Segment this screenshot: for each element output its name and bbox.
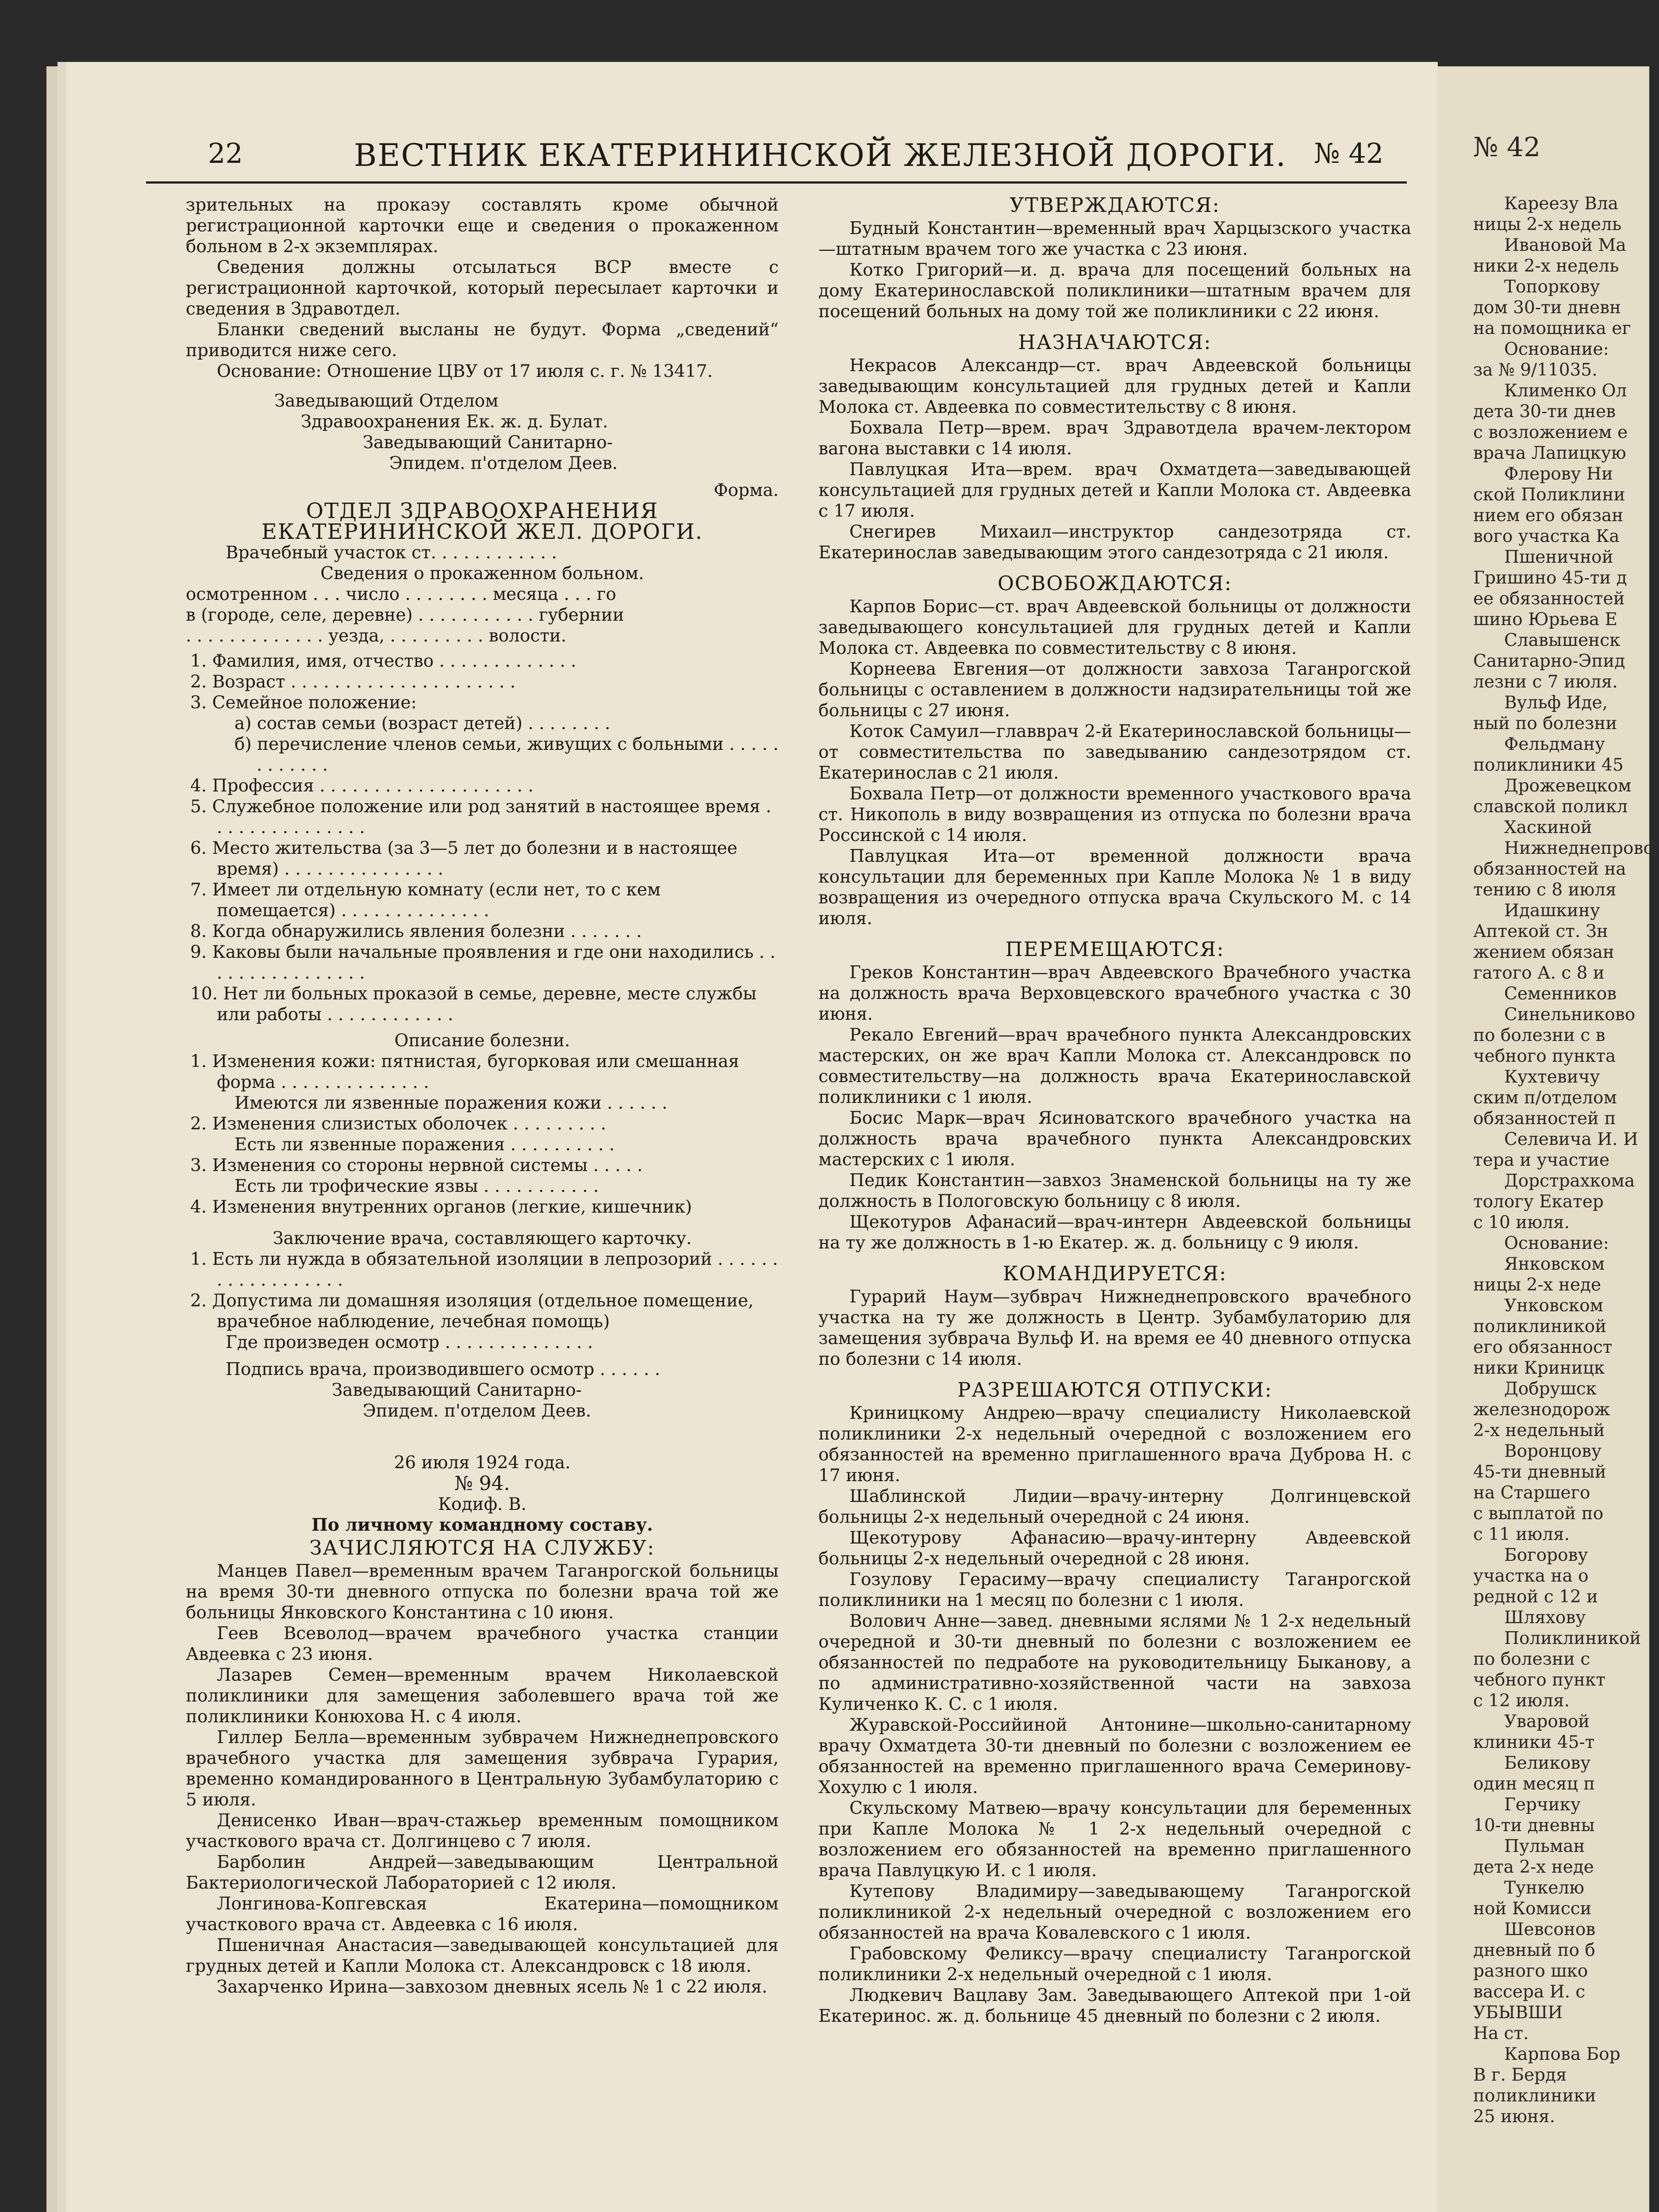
form-subitem: б) перечисление членов семьи, живущих с больными . . . . . . . . . . . . (234, 734, 779, 775)
form-item: 2. Допустима ли домашняя изоляция (отдельное помещение, врачебное наблюдение, лечебная помощь) (190, 1291, 754, 1332)
paragraph: Волович Анне—завед. дневными яслями № 1 2-х недельный очередной и 30-ти дневный по болезни с возложением ее обязанностей по педработе на руководительницу Быканову, а по административно-хозяйственной части на завхоза Куличенко К. С. с 1 июля. (818, 1611, 1411, 1714)
paragraph: Карпов Борис—ст. врач Авдеевской больницы от должности заведывающего консультацией для грудных детей и Капли Молока ст. Авдеевка по совместительству с 8 июня. (818, 597, 1411, 658)
signature-line: Здравоохранения Ек. ж. д. Булат. (301, 412, 608, 432)
paragraph: Гурарий Наум—зубврач Нижнеднепровского врачебного участка на ту же должность в Центр. Зубамбулаторию для замещения зубврача Вульф И. на время ее 40 дневного отпуска по болезни с 14 июля. (818, 1287, 1411, 1369)
adjacent-page-text (1473, 132, 1659, 2127)
adjacent-line: с 10 июля. (1473, 1213, 1570, 1233)
adjacent-line: Пшеничной (1504, 547, 1613, 567)
codification: Кодиф. В. (438, 1494, 527, 1514)
paragraph: Павлуцкая Ита—от временной должности врача консультации для беременных при Капле Молока № 1 в виду возвращения из очередного отпуска врача Скульского М. с 14 июля. (818, 846, 1411, 929)
adjacent-line: Дрожевецком (1504, 776, 1632, 796)
adjacent-line: 25 июня. (1473, 2107, 1555, 2127)
adjacent-line: чебного пункта (1473, 1046, 1616, 1066)
adjacent-line: с 12 июля. (1473, 1691, 1570, 1711)
paragraph: Снегирев Михаил—инструктор сандезотряда ст. Екатеринослав заведывающим этого сандезотряда с 21 июля. (818, 522, 1411, 563)
adjacent-line: Нижнеднепровс (1504, 838, 1653, 858)
adjacent-line: Унковском (1504, 1296, 1604, 1316)
adjacent-line: жением обязан (1473, 942, 1614, 962)
paragraph: Пшеничная Анастасия—заведывающей консультацией для грудных детей и Капли Молока ст. Александровск с 18 июля. (186, 1936, 779, 1976)
form-line: осмотренном . . . число . . . . . . . . месяца . . . го (186, 584, 616, 604)
adjacent-line: Янковском (1504, 1254, 1605, 1274)
adjacent-line: Тункелю (1504, 1878, 1585, 1898)
paragraph: Денисенко Иван—врач-стажьер временным помощником участкового врача ст. Долгинцево с 7 июля. (186, 1811, 779, 1851)
paragraph: Будный Константин—временный врач Харцызского участка—штатным врачем того же участка с 23 июня. (818, 219, 1411, 259)
adjacent-line: Добрушск (1504, 1379, 1597, 1399)
issue-number: № 42 (1314, 137, 1384, 169)
adjacent-line: поликлиники 45 (1473, 755, 1624, 775)
adjacent-line: УБЫВШИ (1473, 2003, 1563, 2023)
adjacent-line: 10-ти дневны (1473, 1816, 1595, 1836)
adjacent-line: дета 2-х неде (1473, 1857, 1594, 1877)
paragraph: Бохвала Петр—врем. врач Здравотдела врачем-лектором вагона выставки с 14 июля. (818, 418, 1411, 459)
form-line: Врачебный участок ст. . . . . . . . . . . . (226, 543, 557, 563)
adjacent-line: 2-х недельный (1473, 1421, 1605, 1440)
adjacent-line: на помощника ег (1473, 319, 1631, 338)
adjacent-line: тера и участие (1473, 1150, 1610, 1170)
adjacent-line: Селевича И. И (1504, 1129, 1638, 1149)
form-subitem: Есть ли трофические язвы . . . . . . . . . . . (234, 1176, 599, 1196)
adjacent-line: Синельниково (1504, 1005, 1636, 1025)
signature-line: Эпидем. п'отделом Деев. (363, 1401, 591, 1421)
form-item: 2. Изменения слизистых оболочек . . . . . . . . . (190, 1114, 607, 1134)
adjacent-line: Воронцову (1504, 1441, 1602, 1461)
signature-line: Эпидем. п'отделом Деев. (389, 453, 618, 473)
paragraph: Кутепову Владимиру—заведывающему Таганрогской поликлиникой 2-х недельный очередной с возложением его обязанностей на врача Ковалевского с 1 июля. (818, 1882, 1411, 1943)
form-subitem: а) состав семьи (возраст детей) . . . . . . . . (234, 714, 611, 733)
adjacent-line: врача Лапицкую (1473, 443, 1626, 463)
adjacent-line: дневный по б (1473, 1940, 1595, 1960)
signature-line: Заведывающий Санитарно- (332, 1380, 582, 1400)
adjacent-line: Основание: (1504, 339, 1609, 359)
form-label: Форма. (714, 480, 779, 500)
paragraph: Павлуцкая Ита—врем. врач Охматдета—заведывающей консультацией для грудных детей и Капли Молока ст. Авдеевка с 17 июля. (818, 460, 1411, 521)
adjacent-line: Шевсонов (1504, 1920, 1596, 1939)
paragraph: Босис Марк—врач Ясиноватского врачебного участка на должность врача врачебного пункта Александровских мастерских с 1 июля. (818, 1108, 1411, 1170)
adjacent-line: поликлиникой (1473, 1317, 1607, 1336)
page-number: 22 (208, 137, 243, 169)
section-title: УТВЕРЖДАЮТСЯ: (1010, 193, 1220, 217)
form-item: 8. Когда обнаружились явления болезни . . . . . . . (190, 922, 642, 941)
paragraph: Грабовскому Феликсу—врачу специалисту Таганрогской поликлиники 2-х недельный очередной с 1 июля. (818, 1944, 1411, 1985)
paragraph: Лазарев Семен—временным врачем Николаевской поликлиники для замещения заболевшего врача той же поликлиники Конюхова Н. с 4 июля. (186, 1665, 779, 1727)
paragraph: Рекало Евгений—врач врачебного пункта Александровских мастерских, он же врач Капли Молока ст. Александровск по совместительству—на должность врача Екатеринославской поликлиники с 1 июля. (818, 1025, 1411, 1107)
form-item: 4. Профессия . . . . . . . . . . . . . . . . . . . . (190, 776, 534, 796)
adjacent-line: На ст. (1473, 2024, 1529, 2043)
form-line: в (городе, селе, деревне) . . . . . . . . . . . губернии (186, 605, 624, 625)
adjacent-line: по болезни с в (1473, 1025, 1605, 1045)
paragraph: Гозулову Герасиму—врачу специалисту Таганрогской поликлиники на 1 месяц по болезни с 1 июля. (818, 1570, 1411, 1610)
paragraph: Щекотуров Афанасий—врач-интерн Авдеевской больницы на ту же должность в 1-ю Екатер. ж. д. больницу с 9 июля. (818, 1212, 1411, 1253)
adjacent-line: ским п/отделом (1473, 1088, 1617, 1108)
adjacent-line: Шляхову (1504, 1608, 1586, 1628)
signature-line: Заведывающий Отделом (274, 391, 499, 411)
adjacent-line: разного шко (1473, 1961, 1588, 1981)
form-item: 6. Место жительства (за 3—5 лет до болезни и в настоящее время) . . . . . . . . . . . . . . . (190, 838, 737, 879)
paragraph: Бланки сведений высланы не будут. Форма „сведений“ приводится ниже сего. (186, 320, 779, 361)
adjacent-line: Кухтевичу (1504, 1067, 1600, 1087)
adjacent-line: ской Поликлини (1473, 485, 1625, 505)
paragraph: Манцев Павел—временным врачем Таганрогской больницы на время 30-ти дневного отпуска по болезни врача той же больницы Янковского Константина с 10 июня. (186, 1561, 779, 1623)
adjacent-line: Основание: (1504, 1233, 1609, 1253)
adjacent-line: Уваровой (1504, 1712, 1590, 1732)
form-line: Подпись врача, производившего осмотр . . . . . . (226, 1359, 661, 1379)
form-item: 3. Семейное положение: (190, 693, 417, 713)
adjacent-line: Герчику (1504, 1795, 1581, 1815)
adjacent-line: лезни с 7 июля. (1473, 672, 1618, 692)
paragraph: Коток Самуил—главврач 2-й Екатеринославской больницы—от совместительства по заведыванию сандезотрядом ст. Екатеринослав с 21 июля. (818, 722, 1411, 783)
adjacent-line: Семенников (1504, 984, 1617, 1004)
adjacent-line: 45-ти дневный (1473, 1462, 1606, 1482)
paragraph: Некрасов Александр—ст. врач Авдеевской больницы заведывающим консультацией для грудных детей и Капли Молока ст. Авдеевка по совместительству с 8 июня. (818, 356, 1411, 417)
paragraph: Журавской-Российиной Антонине—школьно-санитарному врачу Охматдета 30-ти дневный по болезни с возложением ее обязанностей на временно приглашенного врача Семеринову-Хохулю с 1 июля. (818, 1715, 1411, 1797)
paragraph: Захарченко Ирина—завхозом дневных ясель № 1 с 22 июля. (217, 1977, 768, 1997)
adjacent-line: Клименко Ол (1504, 381, 1627, 401)
adjacent-line: Богорову (1504, 1545, 1588, 1565)
adjacent-line: ники Криницк (1473, 1358, 1605, 1378)
section-title: ОСВОБОЖДАЮТСЯ: (997, 572, 1233, 595)
section-title: ЗАЧИСЛЯЮТСЯ НА СЛУЖБУ: (309, 1536, 655, 1559)
paragraph: Геев Всеволод—врачем врачебного участка станции Авдеевка с 23 июня. (186, 1624, 779, 1664)
paragraph: Гиллер Белла—временным зубврачем Нижнеднепровского врачебного участка для замещения зубврача Гурария, временно командированного в Центральную Зубамбулаторию с 5 июля. (186, 1728, 779, 1810)
adjacent-line: тению с 8 июля (1473, 880, 1617, 900)
form-item: 3. Изменения со стороны нервной системы . . . . . (190, 1156, 643, 1175)
form-line: Сведения о прокаженном больном. (320, 564, 644, 584)
adjacent-line: Поликлиникой (1504, 1628, 1641, 1648)
adjacent-line: за № 9/11035. (1473, 360, 1598, 380)
form-subitem: Имеются ли язвенные поражения кожи . . . . . . (234, 1093, 668, 1113)
adjacent-line: Карпова Бор (1504, 2044, 1621, 2064)
adjacent-line: один месяц п (1473, 1774, 1595, 1794)
adjacent-line: Дорстрахкома (1504, 1171, 1635, 1191)
adjacent-line: тологу Екатер (1473, 1192, 1604, 1212)
paragraph: Шаблинской Лидии—врачу-интерну Долгинцевской больницы 2-х недельный очередной с 24 июня. (818, 1486, 1411, 1527)
adjacent-line: обязанностей на (1473, 859, 1626, 879)
adjacent-line: дета 30-ти днев (1473, 402, 1616, 422)
adjacent-line: клиники 45-т (1473, 1732, 1595, 1752)
form-line: Где произведен осмотр . . . . . . . . . . . . . . (226, 1333, 593, 1352)
adjacent-line: ницы 2-х неде (1473, 1275, 1601, 1295)
section-title: По личному командному составу. (311, 1515, 653, 1535)
newspaper-title: ВЕСТНИК ЕКАТЕРИНИНСКОЙ ЖЕЛЕЗНОЙ ДОРОГИ. (354, 137, 1287, 173)
adjacent-line: поликлиники (1473, 2086, 1596, 2106)
adjacent-line: железнодорож (1473, 1400, 1610, 1420)
adjacent-line: Ивановой Ма (1504, 235, 1626, 255)
paragraph: Котко Григорий—и. д. врача для посещений больных на дому Екатеринославской поликлиники—штатным врачем для посещений больных на дому той же поликлиники с 22 июня. (818, 260, 1411, 322)
adjacent-line: Топоркову (1504, 277, 1600, 297)
paragraph: зрительных на прокаэу составлять кроме обычной регистрационной карточки еще и сведения о прокаженном больном в 2-х экземплярах. (186, 195, 779, 257)
paragraph: Лонгинова-Копгевская Екатерина—помощником участкового врача ст. Авдеевка с 16 июля. (186, 1894, 779, 1935)
adjacent-line: с выплатой по (1473, 1504, 1604, 1524)
adjacent-lines (1473, 193, 1659, 2127)
left-column (186, 195, 779, 1997)
adjacent-line: Флерову Ни (1504, 464, 1613, 484)
paragraph: Основание: Отношение ЦВУ от 17 июля с. г. № 13417. (217, 361, 713, 381)
adjacent-line: ный по болезни (1473, 714, 1617, 733)
adjacent-line: Идашкину (1504, 901, 1600, 921)
paragraph: Корнеева Евгения—от должности завхоза Таганрогской больницы с оставлением в должности надзирательницы той же больницы с 27 июня. (818, 659, 1411, 721)
paragraph: Криницкому Андрею—врачу специалисту Николаевской поликлиники 2-х недельный очередной с возложением его обязанностей на временно приглашенного врача Дуброва Н. с 17 июня. (818, 1403, 1411, 1486)
form-title: ОТДЕЛ ЗДРАВООХРАНЕНИЯ ЕКАТЕРИНИНСКОЙ ЖЕЛ. ДОРОГИ. (261, 499, 703, 544)
adjacent-line: В г. Бердя (1473, 2065, 1567, 2085)
adjacent-line: обязанностей п (1473, 1109, 1616, 1129)
adjacent-line: участка на о (1473, 1566, 1589, 1586)
adjacent-line: с 11 июля. (1473, 1525, 1570, 1544)
form-item: 9. Каковы были начальные проявления и где они находились . . . . . . . . . . . . . . . . (190, 942, 776, 983)
adjacent-line: ной Комисси (1473, 1899, 1592, 1919)
form-item: 5. Служебное положение или род занятий в настоящее время . . . . . . . . . . . . . . . (190, 797, 772, 837)
adjacent-line: ницы 2-х недель (1473, 215, 1622, 234)
form-item: 1. Изменения кожи: пятнистая, бугорковая или смешанная форма . . . . . . . . . . . . . . (190, 1052, 739, 1092)
adjacent-line: чебного пункт (1473, 1670, 1606, 1690)
adjacent-line: ники 2-х недель (1473, 256, 1619, 276)
form-line: . . . . . . . . . . . . . уезда, . . . . . . . . . волости. (186, 626, 567, 646)
form-item: 1. Есть ли нужда в обязательной изоляции в лепрозорий . . . . . . . . . . . . . . . . . . (190, 1249, 778, 1290)
adjacent-line: на Старшего (1473, 1483, 1590, 1503)
adjacent-line: Хаскиной (1504, 818, 1592, 837)
section-title: Описание болезни. (394, 1031, 570, 1051)
adjacent-line: Санитарно-Эпид (1473, 651, 1625, 671)
adjacent-line: Гришино 45-ти д (1473, 568, 1627, 588)
paragraph: Педик Константин—завхоз Знаменской больницы на ту же должность в Пологовскую больницу с 8 июля. (818, 1171, 1411, 1211)
adjacent-line: славской поликл (1473, 797, 1628, 817)
order-date: 26 июля 1924 года. (394, 1453, 571, 1473)
section-title: ПЕРЕМЕЩАЮТСЯ: (1005, 937, 1225, 961)
paragraph: Щекотурову Афанасию—врачу-интерну Авдеевской больницы 2-х недельный очередной с 28 июня. (818, 1528, 1411, 1569)
adjacent-line: Беликову (1504, 1753, 1591, 1773)
adjacent-line: Вульф Иде, (1504, 693, 1608, 713)
adjacent-line: гатого А. с 8 и (1473, 963, 1605, 983)
form-item: 7. Имеет ли отдельную комнату (если нет, то с кем помещается) . . . . . . . . . . . . . . (190, 880, 661, 921)
adjacent-line: вого участка Ка (1473, 526, 1620, 546)
middle-column (818, 195, 1411, 2027)
form-subitem: Есть ли язвенные поражения . . . . . . . . . . (234, 1135, 615, 1155)
adjacent-line: его обязанност (1473, 1337, 1613, 1357)
adjacent-line: с возложением е (1473, 422, 1628, 442)
section-title: НАЗНАЧАЮТСЯ: (1018, 330, 1212, 354)
section-title: Заключение врача, составляющего карточку. (273, 1229, 692, 1248)
adjacent-line: редной с 12 и (1473, 1587, 1598, 1607)
page-header (146, 133, 1407, 184)
adjacent-line: Кареезу Вла (1504, 194, 1618, 214)
adjacent-line: нием его обязан (1473, 506, 1624, 526)
paragraph: Людкевич Вацлаву Зам. Заведывающего Аптекой при 1-ой Екатеринос. ж. д. больнице 45 дневный по болезни с 2 июля. (818, 1985, 1411, 2026)
section-title: КОМАНДИРУЕТСЯ: (1002, 1262, 1227, 1285)
adjacent-line: дом 30-ти дневн (1473, 298, 1621, 318)
paragraph: Барболин Андрей—заведывающим Центральной Бактериологической Лабораторией с 12 июля. (186, 1852, 779, 1893)
adjacent-line: Пульман (1504, 1836, 1585, 1856)
form-item: 1. Фамилия, имя, отчество . . . . . . . . . . . . . (190, 651, 576, 671)
paragraph: Греков Константин—врач Авдеевского Врачебного участка на должность врача Верховцевского врачебного участка с 30 июня. (818, 963, 1411, 1024)
paragraph: Скульскому Матвею—врачу консультации для беременных при Капле Молока № 1 2-х недельный очередной с возложением его обязанностей на временно приглашенного врача Павлуцкую И. с 1 июля. (818, 1798, 1411, 1881)
adjacent-line: шино Юрьева Е (1473, 610, 1618, 630)
adjacent-line: Славышенск (1504, 630, 1621, 650)
order-number: № 94. (454, 1472, 510, 1495)
form-item: 10. Нет ли больных проказой в семье, деревне, месте службы или работы . . . . . . . . . . . . (190, 984, 757, 1025)
adjacent-line: Фельдману (1504, 734, 1605, 754)
paragraph: Сведения должны отсылаться ВСР вместе с регистрационной карточкой, который пересылает карточки и сведения в Здравотдел. (186, 257, 779, 319)
adjacent-line: Аптекой ст. Зн (1473, 922, 1608, 941)
form-item: 2. Возраст . . . . . . . . . . . . . . . . . . . . . (190, 672, 516, 692)
form-item: 4. Изменения внутренних органов (легкие, кишечник) (190, 1197, 692, 1217)
adjacent-line: ее обязанностей (1473, 589, 1625, 609)
adjacent-line: по болезни с (1473, 1649, 1590, 1669)
signature-line: Заведывающий Санитарно- (363, 433, 613, 453)
paragraph: Бохвала Петр—от должности временного участкового врача ст. Никополь в виду возвращения из отпуска по болезни врача Россинской с 14 июля. (818, 784, 1411, 845)
adjacent-line: вассера И. с (1473, 1982, 1586, 2002)
adjacent-issue-number: № 42 (1473, 132, 1541, 163)
section-title: РАЗРЕШАЮТСЯ ОТПУСКИ: (957, 1378, 1273, 1402)
